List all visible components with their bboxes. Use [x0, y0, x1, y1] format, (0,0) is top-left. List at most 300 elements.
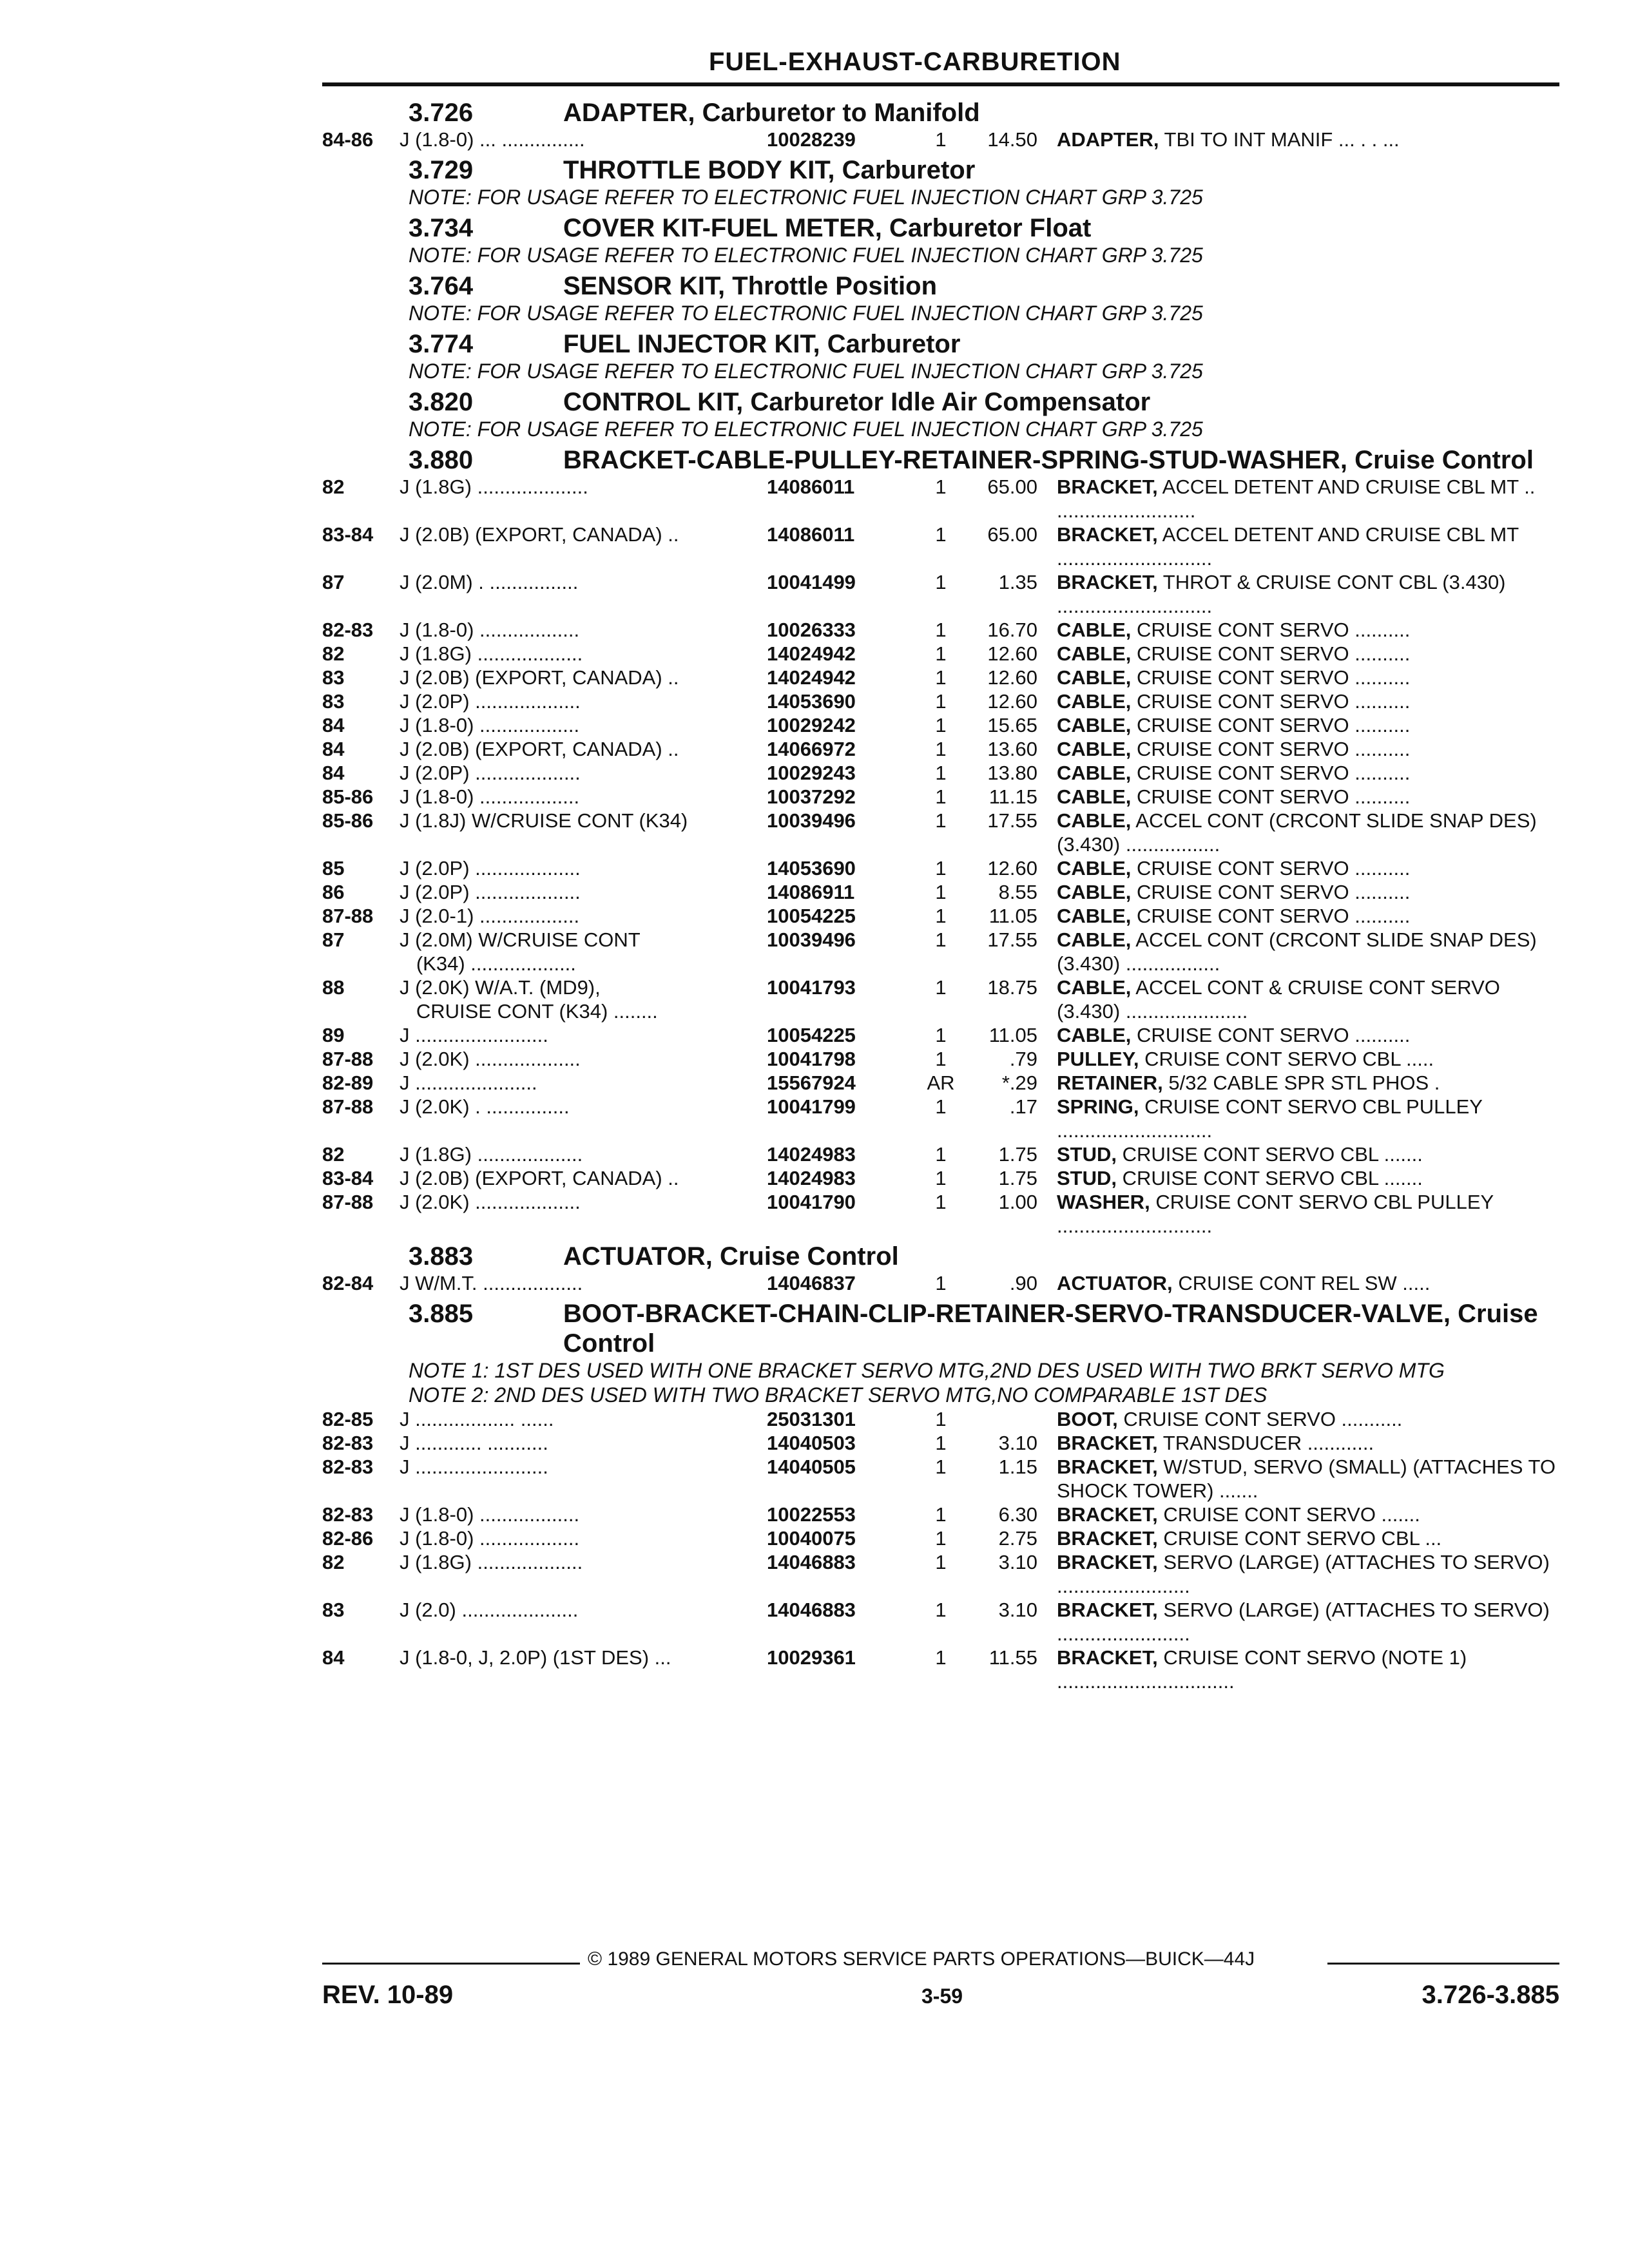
description-text: SERVO (LARGE) (ATTACHES TO SERVO) ........................ — [1057, 1599, 1550, 1645]
part-number: 10041799 — [767, 1095, 856, 1118]
part-number: 14086011 — [767, 523, 855, 546]
part-number: 10022553 — [767, 1503, 856, 1526]
table-row — [322, 642, 1559, 666]
application: J ........................ — [400, 1456, 548, 1478]
quantity: 1 — [935, 1456, 947, 1478]
price: 1.75 — [998, 1167, 1037, 1189]
description — [1057, 1431, 1559, 1455]
table-row — [322, 1646, 1559, 1693]
section-title: COVER KIT-FUEL METER, Carburetor Float — [563, 214, 1092, 242]
quantity: 1 — [935, 1095, 947, 1118]
table-row — [322, 1190, 1559, 1238]
price: 12.60 — [987, 642, 1037, 665]
application: J (1.8-0) ... ............... — [400, 128, 585, 151]
description — [1057, 570, 1559, 618]
header-rule — [322, 82, 1559, 86]
model-year: 83 — [322, 666, 345, 689]
price: 65.00 — [987, 476, 1037, 498]
table-row — [322, 737, 1559, 761]
page-header — [322, 30, 1559, 88]
description-keyword: ACTUATOR, — [1057, 1272, 1173, 1294]
description-text: CRUISE CONT SERVO .......... — [1137, 905, 1411, 927]
copyright-text: © 1989 GENERAL MOTORS SERVICE PARTS OPERATIONS—BUICK—44J — [588, 1948, 1255, 1970]
table-row — [322, 1503, 1559, 1526]
description-keyword: STUD, — [1057, 1167, 1117, 1189]
table-row — [322, 128, 1559, 151]
description-keyword: BRACKET, — [1057, 1599, 1158, 1621]
table-row — [322, 975, 1559, 1023]
description-keyword: CABLE, — [1057, 785, 1132, 808]
table-row — [322, 618, 1559, 642]
description-keyword: CABLE, — [1057, 619, 1132, 641]
part-number: 14024942 — [767, 666, 856, 689]
quantity: 1 — [935, 1272, 947, 1294]
quantity: 1 — [935, 642, 947, 665]
description-text: ACCEL CONT (CRCONT SLIDE SNAP DES) (3.430) ................. — [1057, 809, 1537, 856]
description-text: ACCEL DETENT AND CRUISE CBL MT ............................ — [1057, 523, 1519, 570]
application: J (2.0K) ................... — [400, 1191, 581, 1213]
application: J (1.8-0, J, 2.0P) (1ST DES) ... — [400, 1646, 671, 1669]
application: J (1.8-0) .................. — [400, 714, 580, 736]
part-number: 10041793 — [767, 976, 856, 999]
table-row — [322, 1407, 1559, 1431]
table-row — [322, 523, 1559, 570]
group-number: 3.820 — [409, 388, 474, 416]
description-keyword: BRACKET, — [1057, 1646, 1158, 1669]
table-row — [322, 713, 1559, 737]
price: 8.55 — [998, 881, 1037, 903]
application: J (2.0P) ................... — [400, 857, 581, 879]
description-keyword: RETAINER, — [1057, 1072, 1163, 1094]
application: J ........................ — [400, 1024, 548, 1046]
section-title: FUEL INJECTOR KIT, Carburetor — [563, 330, 961, 358]
model-year: 82-84 — [322, 1272, 374, 1294]
description-text: CRUISE CONT SERVO .......... — [1137, 666, 1411, 689]
description-text: CRUISE CONT SERVO .......... — [1137, 690, 1411, 713]
part-number: 10054225 — [767, 1024, 856, 1046]
model-year: 83-84 — [322, 1167, 374, 1189]
group-number: 3.880 — [409, 446, 474, 474]
table-row — [322, 1455, 1559, 1503]
table-row — [322, 570, 1559, 618]
description-keyword: CABLE, — [1057, 809, 1132, 832]
group-number: 3.734 — [409, 214, 474, 242]
part-number: 14086011 — [767, 476, 855, 498]
section-heading — [322, 1299, 1559, 1358]
description — [1057, 975, 1559, 1023]
quantity: 1 — [935, 690, 947, 713]
part-number: 10040075 — [767, 1527, 856, 1550]
description-keyword: WASHER, — [1057, 1191, 1150, 1213]
application: J (1.8G) ................... — [400, 1143, 583, 1166]
description — [1057, 761, 1559, 785]
price: 1.15 — [998, 1456, 1037, 1478]
model-year: 82-83 — [322, 1503, 374, 1526]
section — [322, 1242, 1559, 1295]
description-text: CRUISE CONT REL SW ..... — [1178, 1272, 1431, 1294]
table-row — [322, 1526, 1559, 1550]
part-number: 14040503 — [767, 1432, 856, 1454]
section-title: BOOT-BRACKET-CHAIN-CLIP-RETAINER-SERVO-TRANSDUCER-VALVE, Cruise Control — [563, 1300, 1538, 1358]
model-year: 82-83 — [322, 1456, 374, 1478]
quantity: 1 — [935, 857, 947, 879]
footer-rule-right — [1327, 1963, 1559, 1965]
part-number: 10039496 — [767, 928, 856, 951]
description-text: 5/32 CABLE SPR STL PHOS . — [1168, 1072, 1440, 1094]
application: J (2.0M) W/CRUISE CONT (K34) ................... — [400, 928, 641, 975]
description-keyword: CABLE, — [1057, 642, 1132, 665]
description-keyword: BRACKET, — [1057, 1432, 1158, 1454]
description — [1057, 737, 1559, 761]
quantity: 1 — [935, 1551, 947, 1573]
model-year: 87 — [322, 571, 345, 593]
application: J (2.0P) ................... — [400, 881, 581, 903]
model-year: 84 — [322, 1646, 345, 1669]
application: J .................. ...... — [400, 1408, 554, 1430]
description-keyword: SPRING, — [1057, 1095, 1139, 1118]
section — [322, 1299, 1559, 1693]
group-range: 3.726-3.885 — [1422, 1981, 1559, 2009]
quantity: 1 — [935, 1527, 947, 1550]
quantity: 1 — [935, 738, 947, 760]
section-title: BRACKET-CABLE-PULLEY-RETAINER-SPRING-STUD-WASHER, Cruise Control — [563, 446, 1534, 474]
description-keyword: BOOT, — [1057, 1408, 1118, 1430]
application: J (1.8G) ................... — [400, 642, 583, 665]
application: J (2.0K) . ............... — [400, 1095, 570, 1118]
price: 3.10 — [998, 1432, 1037, 1454]
table-row — [322, 928, 1559, 975]
price: 11.55 — [988, 1646, 1037, 1669]
description-text: CRUISE CONT SERVO CBL ....... — [1122, 1167, 1423, 1189]
section-heading — [322, 155, 1559, 185]
description-text: SERVO (LARGE) (ATTACHES TO SERVO) ........................ — [1057, 1551, 1550, 1597]
price: 11.15 — [988, 785, 1037, 808]
description-text: CRUISE CONT SERVO .......... — [1137, 642, 1411, 665]
model-year: 82 — [322, 1551, 345, 1573]
section-title: SENSOR KIT, Throttle Position — [563, 272, 938, 300]
description-keyword: ADAPTER, — [1057, 128, 1159, 151]
application: J (1.8G) .................... — [400, 476, 588, 498]
section — [322, 213, 1559, 267]
description-keyword: CABLE, — [1057, 905, 1132, 927]
application: J (2.0P) ................... — [400, 690, 581, 713]
section-heading — [322, 98, 1559, 128]
price: 3.10 — [998, 1551, 1037, 1573]
model-year: 87-88 — [322, 1095, 374, 1118]
application: J (2.0B) (EXPORT, CANADA) .. — [400, 738, 679, 760]
application: J ...................... — [400, 1072, 537, 1094]
description — [1057, 1071, 1559, 1095]
description — [1057, 689, 1559, 713]
quantity: 1 — [935, 714, 947, 736]
description — [1057, 1047, 1559, 1071]
model-year: 82 — [322, 1143, 345, 1166]
section-heading — [322, 445, 1559, 475]
usage-note: NOTE 2: 2ND DES USED WITH TWO BRACKET SERVO MTG,NO COMPARABLE 1ST DES — [409, 1383, 1268, 1407]
model-year: 87-88 — [322, 1191, 374, 1213]
group-number: 3.764 — [409, 272, 474, 300]
table-row — [322, 1023, 1559, 1047]
application: J (2.0B) (EXPORT, CANADA) .. — [400, 666, 679, 689]
group-number: 3.729 — [409, 156, 474, 184]
description — [1057, 904, 1559, 928]
description — [1057, 1142, 1559, 1166]
part-number: 14053690 — [767, 857, 856, 879]
description-text: CRUISE CONT SERVO CBL PULLEY ............................ — [1057, 1191, 1494, 1237]
description-text: ACCEL CONT & CRUISE CONT SERVO (3.430) ...................... — [1057, 976, 1500, 1023]
price: 11.05 — [988, 1024, 1037, 1046]
section-heading — [322, 271, 1559, 301]
part-number: 10054225 — [767, 905, 856, 927]
table-row — [322, 1598, 1559, 1646]
description-keyword: BRACKET, — [1057, 1527, 1158, 1550]
price: 15.65 — [987, 714, 1037, 736]
application: J (1.8-0) .................. — [400, 619, 580, 641]
part-number: 14066972 — [767, 738, 856, 760]
description-keyword: BRACKET, — [1057, 1456, 1158, 1478]
group-number: 3.885 — [409, 1300, 474, 1328]
part-number: 10026333 — [767, 619, 856, 641]
model-year: 84 — [322, 714, 345, 736]
quantity: 1 — [935, 809, 947, 832]
section-heading — [322, 213, 1559, 243]
model-year: 82-86 — [322, 1527, 374, 1550]
description-text: CRUISE CONT SERVO ....... — [1163, 1503, 1420, 1526]
quantity: 1 — [935, 1048, 947, 1070]
application: J (1.8-0) .................. — [400, 1527, 580, 1550]
model-year: 82-85 — [322, 1408, 374, 1430]
description — [1057, 1503, 1559, 1526]
description-keyword: CABLE, — [1057, 738, 1132, 760]
application: J W/M.T. .................. — [400, 1272, 583, 1294]
section-title: THROTTLE BODY KIT, Carburetor — [563, 156, 976, 184]
price: 3.10 — [998, 1599, 1037, 1621]
price: 13.60 — [987, 738, 1037, 760]
description — [1057, 1407, 1559, 1431]
quantity: 1 — [935, 1167, 947, 1189]
description — [1057, 1455, 1559, 1503]
price: 2.75 — [998, 1527, 1037, 1550]
description-keyword: CABLE, — [1057, 976, 1132, 999]
price: .79 — [1009, 1048, 1037, 1070]
part-number: 14024983 — [767, 1143, 856, 1166]
section — [322, 155, 1559, 209]
description-keyword: CABLE, — [1057, 857, 1132, 879]
part-number: 10029242 — [767, 714, 856, 736]
application: J (2.0M) . ................ — [400, 571, 579, 593]
part-number: 14053690 — [767, 690, 856, 713]
description-keyword: CABLE, — [1057, 881, 1132, 903]
description-keyword: BRACKET, — [1057, 1551, 1158, 1573]
section — [322, 98, 1559, 151]
description-text: CRUISE CONT SERVO .......... — [1137, 762, 1411, 784]
quantity: AR — [927, 1072, 955, 1094]
description-keyword: CABLE, — [1057, 1024, 1132, 1046]
quantity: 1 — [935, 1432, 947, 1454]
usage-note: NOTE: FOR USAGE REFER TO ELECTRONIC FUEL INJECTION CHART GRP 3.725 — [409, 244, 1203, 267]
group-number: 3.726 — [409, 99, 474, 127]
application: J (2.0P) ................... — [400, 762, 581, 784]
model-year: 83 — [322, 1599, 345, 1621]
description-keyword: CABLE, — [1057, 666, 1132, 689]
quantity: 1 — [935, 128, 947, 151]
quantity: 1 — [935, 571, 947, 593]
part-number: 14046837 — [767, 1272, 856, 1294]
quantity: 1 — [935, 1024, 947, 1046]
description — [1057, 1271, 1559, 1295]
model-year: 85 — [322, 857, 345, 879]
group-number: 3.774 — [409, 330, 474, 358]
description — [1057, 713, 1559, 737]
table-row — [322, 809, 1559, 856]
part-number: 14046883 — [767, 1599, 856, 1621]
description — [1057, 1095, 1559, 1142]
price: 11.05 — [988, 905, 1037, 927]
description-text: CRUISE CONT SERVO CBL ... — [1163, 1527, 1442, 1550]
application: J (2.0) ..................... — [400, 1599, 579, 1621]
description-text: TRANSDUCER ............ — [1162, 1432, 1374, 1454]
quantity: 1 — [935, 666, 947, 689]
table-row — [322, 1431, 1559, 1455]
section-heading — [322, 387, 1559, 417]
model-year: 87 — [322, 928, 345, 951]
usage-note: NOTE 1: 1ST DES USED WITH ONE BRACKET SERVO MTG,2ND DES USED WITH TWO BRKT SERVO MTG — [409, 1359, 1445, 1382]
table-row — [322, 1271, 1559, 1295]
description-text: CRUISE CONT SERVO .......... — [1137, 785, 1411, 808]
description — [1057, 1166, 1559, 1190]
section-title: ADAPTER, Carburetor to Manifold — [563, 99, 980, 127]
description — [1057, 475, 1559, 523]
price: .17 — [1009, 1095, 1037, 1118]
description-keyword: CABLE, — [1057, 714, 1132, 736]
application: J (2.0K) ................... — [400, 1048, 581, 1070]
description — [1057, 1190, 1559, 1238]
model-year: 82-83 — [322, 1432, 374, 1454]
part-number: 10041499 — [767, 571, 856, 593]
description-text: CRUISE CONT SERVO CBL ..... — [1144, 1048, 1434, 1070]
description — [1057, 666, 1559, 689]
model-year: 87-88 — [322, 905, 374, 927]
application: J (1.8-0) .................. — [400, 785, 580, 808]
table-row — [322, 1095, 1559, 1142]
description-keyword: PULLEY, — [1057, 1048, 1139, 1070]
model-year: 85-86 — [322, 785, 374, 808]
description-text: CRUISE CONT SERVO (NOTE 1) ................................ — [1057, 1646, 1467, 1693]
page-title: FUEL-EXHAUST-CARBURETION — [709, 48, 1121, 76]
model-year: 82-89 — [322, 1072, 374, 1094]
group-number: 3.883 — [409, 1242, 474, 1271]
usage-note: NOTE: FOR USAGE REFER TO ELECTRONIC FUEL INJECTION CHART GRP 3.725 — [409, 418, 1203, 441]
table-row — [322, 904, 1559, 928]
description-keyword: BRACKET, — [1057, 523, 1158, 546]
price: 17.55 — [987, 809, 1037, 832]
description — [1057, 1646, 1559, 1693]
description-text: TBI TO INT MANIF ... . . ... — [1164, 128, 1400, 151]
description — [1057, 809, 1559, 856]
price: 18.75 — [987, 976, 1037, 999]
application: J (1.8J) W/CRUISE CONT (K34) — [400, 809, 688, 832]
quantity: 1 — [935, 523, 947, 546]
quantity: 1 — [935, 1143, 947, 1166]
usage-note: NOTE: FOR USAGE REFER TO ELECTRONIC FUEL INJECTION CHART GRP 3.725 — [409, 360, 1203, 383]
quantity: 1 — [935, 619, 947, 641]
quantity: 1 — [935, 1408, 947, 1430]
parts-listing — [322, 94, 1559, 1696]
part-number: 14086911 — [767, 881, 855, 903]
quantity: 1 — [935, 976, 947, 999]
application: J (2.0K) W/A.T. (MD9), CRUISE CONT (K34) ........ — [400, 976, 658, 1023]
description-text: CRUISE CONT SERVO .......... — [1137, 857, 1411, 879]
model-year: 85-86 — [322, 809, 374, 832]
description-text: ACCEL CONT (CRCONT SLIDE SNAP DES) (3.430) ................. — [1057, 928, 1537, 975]
price: 1.75 — [998, 1143, 1037, 1166]
model-year: 84-86 — [322, 128, 374, 151]
table-row — [322, 880, 1559, 904]
quantity: 1 — [935, 785, 947, 808]
description — [1057, 128, 1559, 151]
model-year: 84 — [322, 738, 345, 760]
part-number: 10041790 — [767, 1191, 856, 1213]
table-row — [322, 475, 1559, 523]
description-text: W/STUD, SERVO (SMALL) (ATTACHES TO SHOCK TOWER) ....... — [1057, 1456, 1556, 1502]
price: 13.80 — [987, 762, 1037, 784]
description-text: CRUISE CONT SERVO CBL ....... — [1122, 1143, 1423, 1166]
section-heading — [322, 1242, 1559, 1271]
description — [1057, 618, 1559, 642]
description — [1057, 856, 1559, 880]
description — [1057, 642, 1559, 666]
description-text: CRUISE CONT SERVO CBL PULLEY ............................ — [1057, 1095, 1483, 1142]
description — [1057, 523, 1559, 570]
quantity: 1 — [935, 1503, 947, 1526]
page-number: 3-59 — [921, 1984, 963, 2008]
application: J (2.0B) (EXPORT, CANADA) .. — [400, 1167, 679, 1189]
application: J (1.8-0) .................. — [400, 1503, 580, 1526]
part-number: 10037292 — [767, 785, 856, 808]
part-number: 10041798 — [767, 1048, 856, 1070]
description — [1057, 785, 1559, 809]
part-number: 10039496 — [767, 809, 856, 832]
price: 14.50 — [987, 128, 1037, 151]
part-number: 14040505 — [767, 1456, 856, 1478]
section — [322, 329, 1559, 383]
application: J ............ ........... — [400, 1432, 548, 1454]
price: *.29 — [1001, 1072, 1037, 1094]
description-keyword: BRACKET, — [1057, 571, 1158, 593]
section — [322, 387, 1559, 441]
price: 12.60 — [987, 690, 1037, 713]
model-year: 82-83 — [322, 619, 374, 641]
revision-label: REV. 10-89 — [322, 1981, 454, 2009]
model-year: 82 — [322, 642, 345, 665]
description-text: ACCEL DETENT AND CRUISE CBL MT .. ......................... — [1057, 476, 1536, 522]
table-row — [322, 761, 1559, 785]
quantity: 1 — [935, 1646, 947, 1669]
price: 12.60 — [987, 857, 1037, 879]
price: 12.60 — [987, 666, 1037, 689]
price: 16.70 — [987, 619, 1037, 641]
model-year: 87-88 — [322, 1048, 374, 1070]
part-number: 10029243 — [767, 762, 856, 784]
description-keyword: CABLE, — [1057, 928, 1132, 951]
model-year: 86 — [322, 881, 345, 903]
price: 1.35 — [998, 571, 1037, 593]
quantity: 1 — [935, 1599, 947, 1621]
description — [1057, 1550, 1559, 1598]
description — [1057, 928, 1559, 975]
section-title: ACTUATOR, Cruise Control — [563, 1242, 899, 1271]
price: 17.55 — [987, 928, 1037, 951]
